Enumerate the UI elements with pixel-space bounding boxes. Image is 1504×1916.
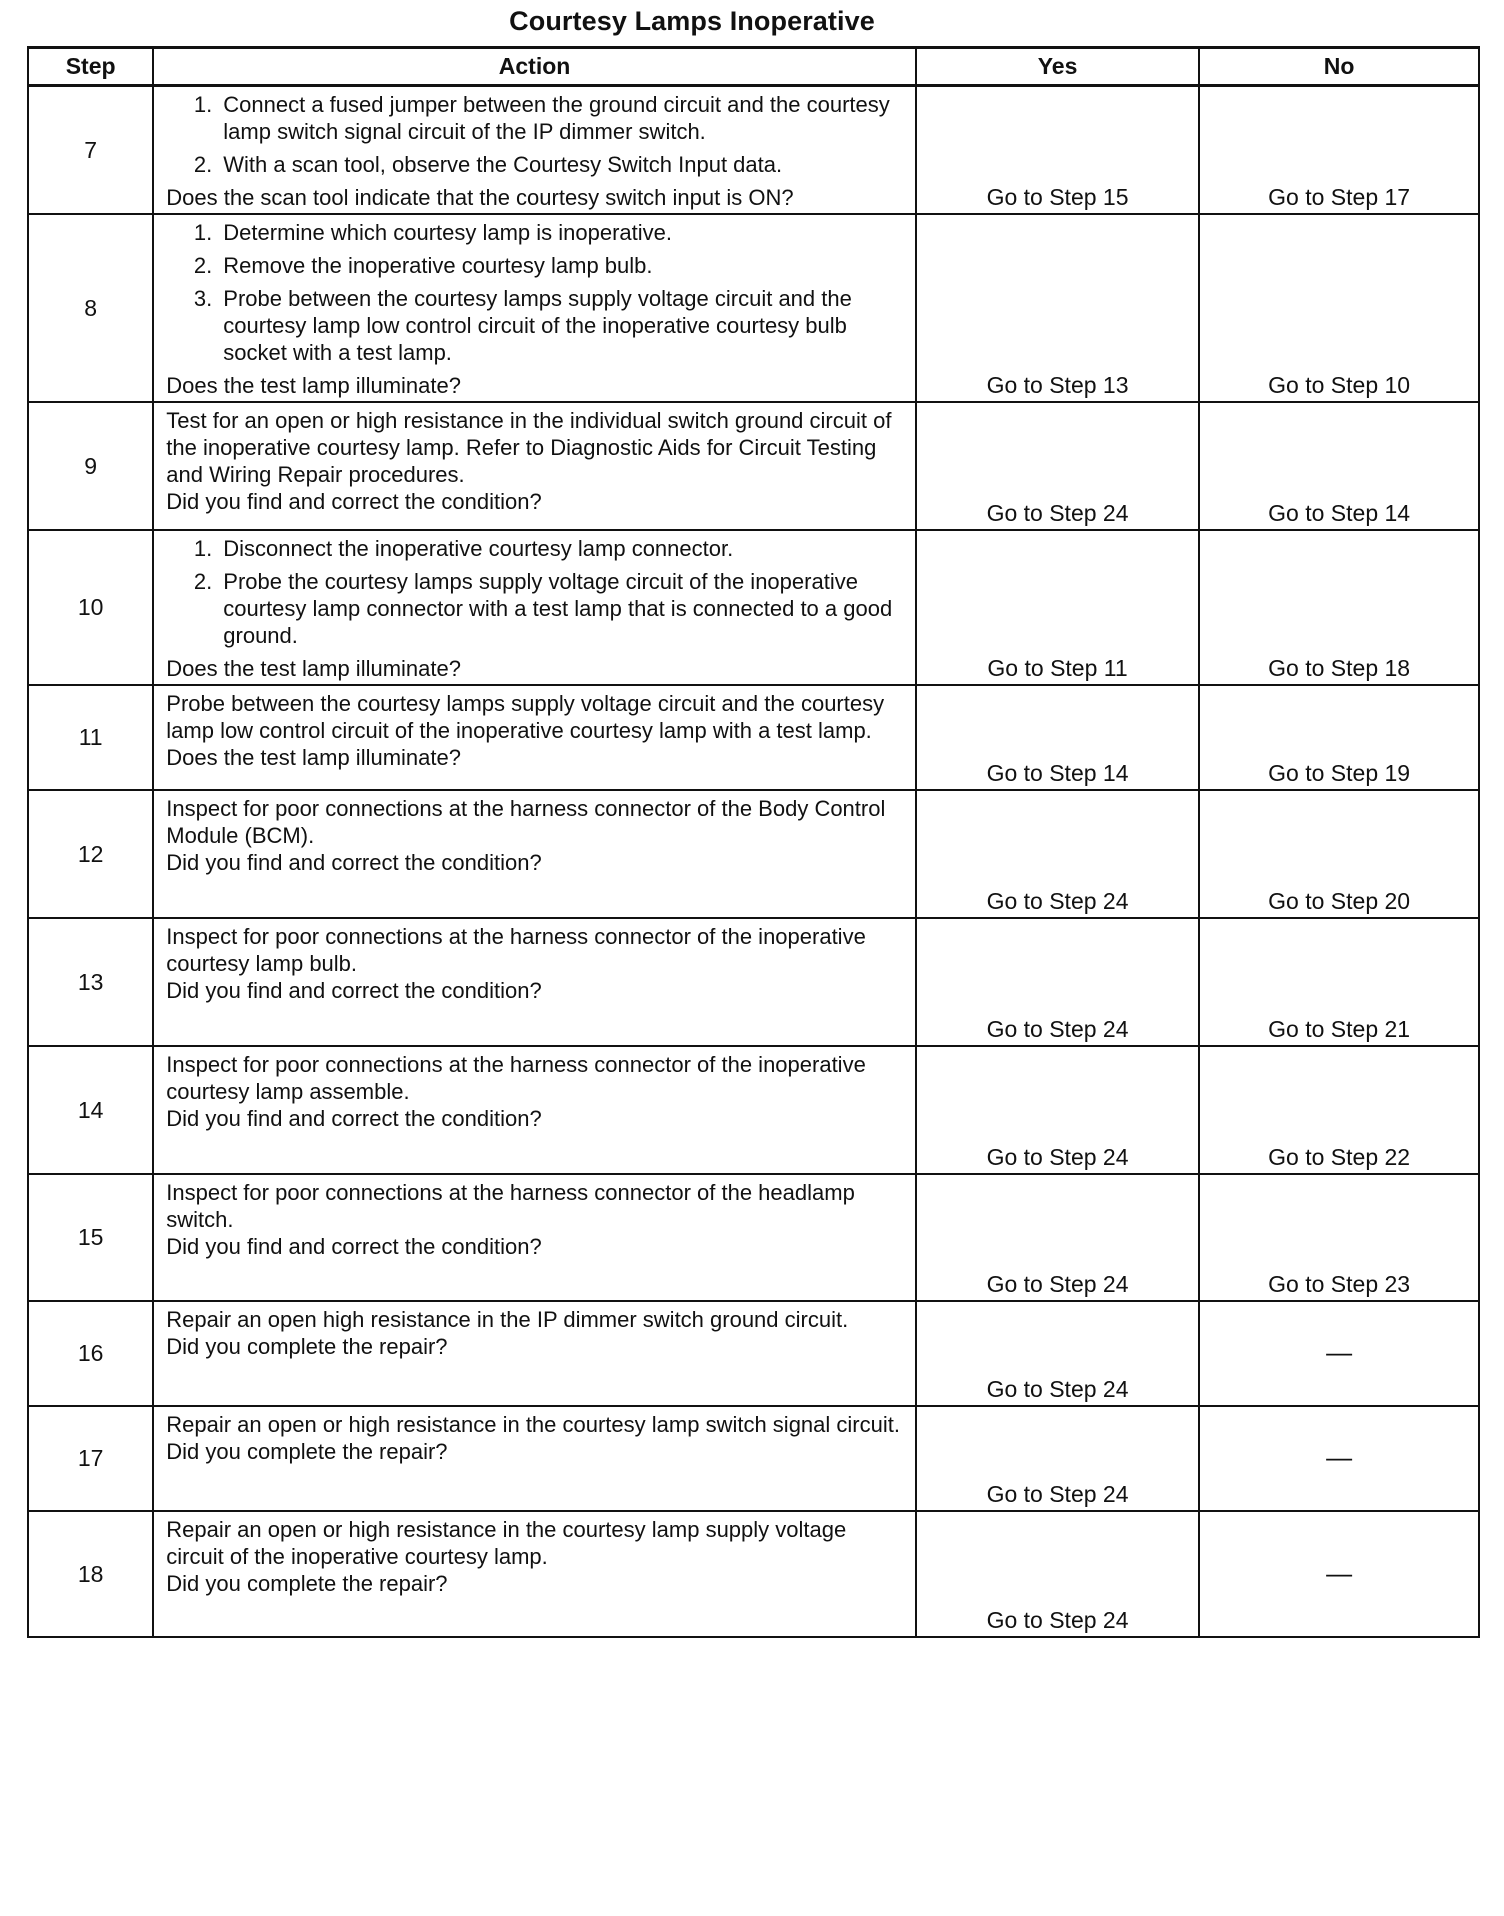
- action-description: Inspect for poor connections at the harness connector of the headlamp switch.: [166, 1180, 855, 1232]
- no-cell: [1199, 790, 1479, 918]
- step-number: 8: [28, 214, 153, 402]
- action-item-number: 1.: [193, 536, 213, 561]
- goto-prefix: Go to: [986, 1271, 1043, 1297]
- goto-step-link[interactable]: Step 24: [1049, 1016, 1129, 1042]
- goto-prefix: Go to: [986, 184, 1043, 210]
- goto-prefix: Go to: [986, 372, 1043, 398]
- action-description: Inspect for poor connections at the harness connector of the Body Control Module (BCM).: [166, 796, 886, 848]
- goto-step-link[interactable]: Step 17: [1330, 184, 1411, 210]
- goto-prefix: Go to: [987, 655, 1044, 681]
- goto-prefix: Go to: [1268, 500, 1325, 526]
- step-number: 17: [28, 1406, 153, 1511]
- goto-prefix: Go to: [1268, 655, 1325, 681]
- action-question: Does the test lamp illuminate?: [166, 373, 461, 398]
- action-item-number: 1.: [193, 92, 213, 117]
- action-question: Does the test lamp illuminate?: [166, 656, 461, 681]
- action-item: [166, 219, 903, 246]
- yes-cell: [916, 685, 1199, 790]
- table-row: [28, 1511, 1479, 1637]
- goto-prefix: Go to: [986, 1481, 1043, 1507]
- yes-cell: [916, 214, 1199, 402]
- step-number: 12: [28, 790, 153, 918]
- step-number: 9: [28, 402, 153, 530]
- action-description: Repair an open or high resistance in the courtesy lamp switch signal circuit.: [166, 1412, 900, 1437]
- action-cell: [153, 402, 916, 530]
- action-cell: [153, 1301, 916, 1406]
- step-number: 15: [28, 1174, 153, 1301]
- table-row: [28, 86, 1479, 215]
- goto-prefix: Go to: [1268, 760, 1325, 786]
- no-cell: [1199, 1511, 1479, 1637]
- action-description: Inspect for poor connections at the harness connector of the inoperative courtesy lamp bulb.: [166, 924, 866, 976]
- no-cell: [1199, 918, 1479, 1046]
- goto-prefix: Go to: [1268, 184, 1325, 210]
- yes-cell: [916, 918, 1199, 1046]
- goto-prefix: Go to: [986, 500, 1043, 526]
- action-item: [166, 568, 903, 649]
- table-row: [28, 790, 1479, 918]
- action-description: Repair an open or high resistance in the courtesy lamp supply voltage circuit of the inoperative courtesy lamp.: [166, 1517, 847, 1569]
- goto-prefix: Go to: [986, 888, 1043, 914]
- action-cell: [153, 1406, 916, 1511]
- action-question: Did you find and correct the condition?: [166, 489, 542, 514]
- action-item-text: Connect a fused jumper between the ground circuit and the courtesy lamp switch signal circuit of the IP dimmer switch.: [223, 92, 890, 144]
- goto-step-link[interactable]: Step 24: [1049, 1271, 1129, 1297]
- no-cell: [1199, 214, 1479, 402]
- action-question: Did you complete the repair?: [166, 1439, 448, 1464]
- action-item: [166, 91, 903, 145]
- goto-step-link[interactable]: Step 24: [1049, 1376, 1129, 1402]
- action-item-text: Disconnect the inoperative courtesy lamp connector.: [223, 536, 734, 561]
- table-row: [28, 1406, 1479, 1511]
- goto-prefix: Go to: [1268, 1271, 1325, 1297]
- not-applicable-dash: —: [1326, 1337, 1353, 1367]
- step-number: 7: [28, 86, 153, 215]
- action-item: [166, 151, 903, 178]
- table-body: [28, 86, 1479, 1638]
- yes-cell: [916, 1301, 1199, 1406]
- goto-prefix: Go to: [986, 1016, 1043, 1042]
- goto-step-link[interactable]: Step 13: [1049, 372, 1129, 398]
- goto-prefix: Go to: [1268, 1144, 1325, 1170]
- no-cell: [1199, 1174, 1479, 1301]
- action-cell: [153, 1046, 916, 1174]
- action-item: [166, 535, 903, 562]
- table-row: [28, 685, 1479, 790]
- action-item-number: 2.: [193, 152, 213, 177]
- action-cell: [153, 530, 916, 685]
- no-cell: [1199, 685, 1479, 790]
- action-question: Does the test lamp illuminate?: [166, 745, 461, 770]
- goto-prefix: Go to: [1268, 1016, 1325, 1042]
- goto-prefix: Go to: [986, 760, 1043, 786]
- action-question: Did you complete the repair?: [166, 1571, 448, 1596]
- yes-cell: [916, 1406, 1199, 1511]
- goto-step-link[interactable]: Step 19: [1330, 760, 1411, 786]
- step-number: 10: [28, 530, 153, 685]
- goto-step-link[interactable]: Step 15: [1049, 184, 1129, 210]
- step-number: 11: [28, 685, 153, 790]
- action-cell: [153, 86, 916, 215]
- action-item-number: 1.: [193, 220, 213, 245]
- action-description: Inspect for poor connections at the harness connector of the inoperative courtesy lamp assemble.: [166, 1052, 866, 1104]
- goto-step-link[interactable]: Step 24: [1049, 1607, 1129, 1633]
- step-column-header: Step: [28, 48, 153, 86]
- yes-column-header: Yes: [916, 48, 1199, 86]
- table-header-row: [28, 48, 1479, 86]
- no-cell: [1199, 1046, 1479, 1174]
- action-item-text: Determine which courtesy lamp is inoperative.: [223, 220, 673, 245]
- yes-cell: [916, 1511, 1199, 1637]
- no-column-header: No: [1199, 48, 1479, 86]
- page-title: Courtesy Lamps Inoperative: [509, 6, 875, 36]
- step-number: 18: [28, 1511, 153, 1637]
- yes-cell: [916, 86, 1199, 215]
- action-cell: [153, 1511, 916, 1637]
- action-question: Did you find and correct the condition?: [166, 978, 542, 1003]
- goto-step-link[interactable]: Step 24: [1049, 1481, 1129, 1507]
- action-question: Did you complete the repair?: [166, 1334, 448, 1359]
- not-applicable-dash: —: [1326, 1557, 1353, 1588]
- action-cell: [153, 1174, 916, 1301]
- goto-step-link[interactable]: Step 24: [1049, 1144, 1129, 1170]
- goto-step-link[interactable]: Step 10: [1330, 372, 1411, 398]
- action-item-number: 2.: [193, 569, 213, 594]
- goto-step-link[interactable]: Step 20: [1330, 888, 1411, 914]
- goto-prefix: Go to: [986, 1144, 1043, 1170]
- goto-prefix: Go to: [1268, 372, 1325, 398]
- action-description: Probe between the courtesy lamps supply voltage circuit and the courtesy lamp low control circuit of the inoperative courtesy lamp with a test lamp.: [166, 691, 885, 743]
- table-row: [28, 1046, 1479, 1174]
- no-cell: [1199, 86, 1479, 215]
- action-item-text: Remove the inoperative courtesy lamp bulb.: [223, 253, 653, 278]
- action-item-text: With a scan tool, observe the Courtesy Switch Input data.: [223, 152, 783, 177]
- step-number: 13: [28, 918, 153, 1046]
- action-question: Does the scan tool indicate that the courtesy switch input is ON?: [166, 185, 794, 210]
- goto-step-link[interactable]: Step 11: [1050, 655, 1128, 681]
- goto-step-link[interactable]: Step 14: [1049, 760, 1129, 786]
- table-row: [28, 402, 1479, 530]
- goto-step-link[interactable]: Step 23: [1330, 1271, 1411, 1297]
- goto-step-link[interactable]: Step 18: [1330, 655, 1411, 681]
- action-question: Did you find and correct the condition?: [166, 1106, 542, 1131]
- action-item-text: Probe between the courtesy lamps supply voltage circuit and the courtesy lamp low control circuit of the inoperative courtesy bulb socket with a test lamp.: [223, 286, 852, 365]
- action-cell: [153, 918, 916, 1046]
- yes-cell: [916, 1174, 1199, 1301]
- table-row: [28, 214, 1479, 402]
- action-item-number: 3.: [193, 286, 213, 311]
- goto-step-link[interactable]: Step 21: [1330, 1016, 1411, 1042]
- step-number: 16: [28, 1301, 153, 1406]
- goto-prefix: Go to: [986, 1376, 1043, 1402]
- yes-cell: [916, 790, 1199, 918]
- action-item-text: Probe the courtesy lamps supply voltage circuit of the inoperative courtesy lamp connector with a test lamp that is connected to a good ground.: [223, 569, 893, 648]
- yes-cell: [916, 1046, 1199, 1174]
- action-question: Did you find and correct the condition?: [166, 850, 542, 875]
- action-cell: [153, 685, 916, 790]
- diagnostic-table: [27, 46, 1480, 1638]
- no-cell: [1199, 1406, 1479, 1511]
- goto-step-link[interactable]: Step 24: [1049, 500, 1129, 526]
- action-item: [166, 252, 903, 279]
- yes-cell: [916, 530, 1199, 685]
- action-cell: [153, 790, 916, 918]
- action-description: Test for an open or high resistance in the individual switch ground circuit of the inoperative courtesy lamp. Refer to Diagnostic Aids for Circuit Testing and Wiring Repair procedures.: [166, 408, 892, 487]
- goto-prefix: Go to: [986, 1607, 1043, 1633]
- table-row: [28, 1174, 1479, 1301]
- action-cell: [153, 214, 916, 402]
- table-row: [28, 530, 1479, 685]
- step-number: 14: [28, 1046, 153, 1174]
- action-column-header: Action: [153, 48, 916, 86]
- goto-step-link[interactable]: Step 22: [1330, 1144, 1411, 1170]
- action-item-number: 2.: [193, 253, 213, 278]
- action-description: Repair an open high resistance in the IP dimmer switch ground circuit.: [166, 1307, 849, 1332]
- table-row: [28, 918, 1479, 1046]
- no-cell: [1199, 402, 1479, 530]
- yes-cell: [916, 402, 1199, 530]
- no-cell: [1199, 530, 1479, 685]
- goto-step-link[interactable]: Step 14: [1330, 500, 1411, 526]
- action-question: Did you find and correct the condition?: [166, 1234, 542, 1259]
- not-applicable-dash: —: [1326, 1442, 1353, 1472]
- table-row: [28, 1301, 1479, 1406]
- no-cell: [1199, 1301, 1479, 1406]
- goto-step-link[interactable]: Step 24: [1049, 888, 1129, 914]
- action-item: [166, 285, 903, 366]
- goto-prefix: Go to: [1268, 888, 1325, 914]
